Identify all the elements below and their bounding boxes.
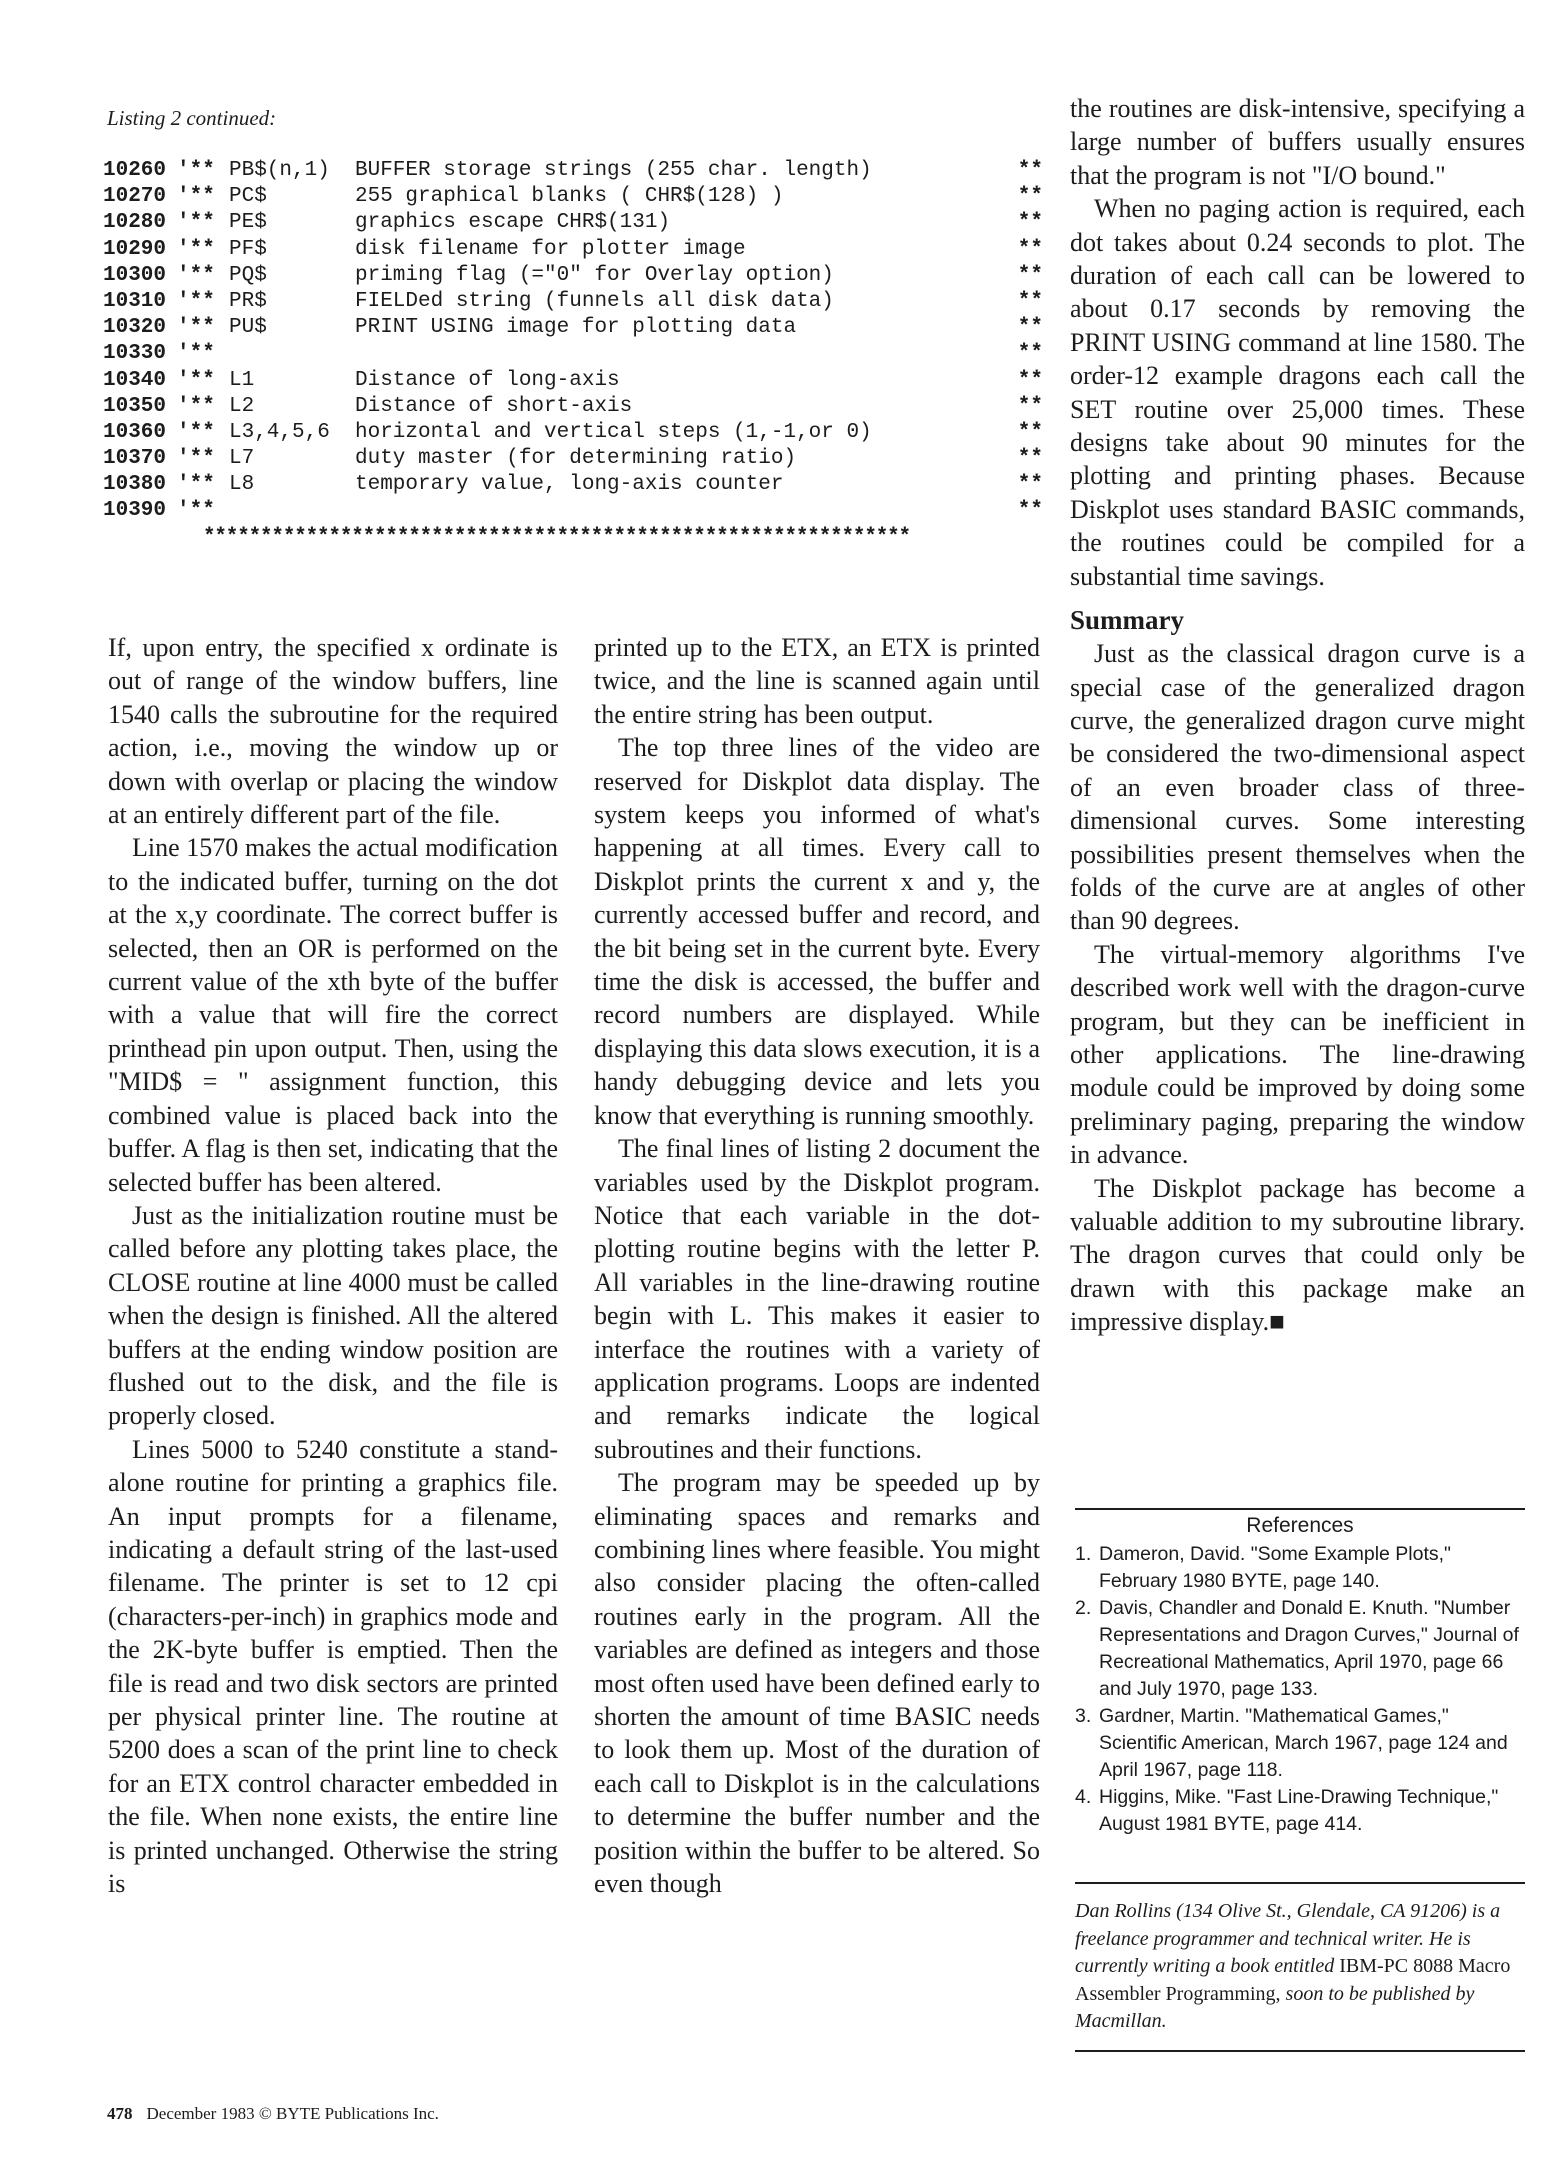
variable-name: PC$ (229, 185, 267, 209)
line-number: 10310 (103, 289, 167, 313)
paragraph: The virtual-memory algorithms I've described work well with the dragon-curve program, but they can be inefficient in other applications. The line-drawing module could be improved by doing some preliminary paging, preparing the window in advance. (1070, 939, 1525, 1170)
author-bio: Dan Rollins (134 Olive St., Glendale, CA 91206) is a freelance programmer and technical writer. He is currently writing a book entitled IBM-PC 8088 Macro Assembler Programming, soon to be published by Macmillan. (1075, 1900, 1511, 2032)
remark-marker: '** (177, 211, 215, 235)
line-number: 10340 (103, 368, 167, 392)
paragraph: The top three lines of the video are reserved for Diskplot data display. The system keeps you informed of what's happening at all times. Every call to Diskplot prints the current x and y, the currently accessed buffer and record, and the bit being set in the current byte. Every time the disk is accessed, the buffer and record numbers are displayed. While displaying this data slows execution, it is a handy debugging device and lets you know that everything is running smoothly. (594, 733, 1040, 1130)
variable-name: PF$ (229, 237, 267, 261)
remark-marker: '** (177, 394, 215, 418)
remark-end-marker: ** (1017, 211, 1043, 235)
reference-item: 3. Gardner, Martin. "Mathematical Games," Scientific American, March 1967, page 124 and April 1967, page 118. (1075, 1705, 1508, 1781)
code-line (103, 263, 1063, 289)
line-number: 10300 (103, 263, 167, 287)
variable-description: graphics escape CHR$(131) (355, 211, 671, 235)
article-column-2 (594, 631, 1040, 1900)
variable-description: disk filename for plotter image (355, 237, 746, 261)
remark-end-marker: ** (1017, 185, 1043, 209)
variable-name: L8 (229, 473, 255, 497)
article-column-1 (108, 631, 558, 1900)
code-line (103, 289, 1063, 315)
remark-marker: '** (177, 420, 215, 444)
paragraph: Just as the classical dragon curve is a special case of the generalized dragon curve, the generalized dragon curve might be considered the two-dimensional aspect of an even broader class of three-dimensional curves. Some interesting possibilities present themselves when the folds of the curve are at angles of other than 90 degrees. (1070, 639, 1525, 936)
variable-description: horizontal and vertical steps (1,-1,or 0) (355, 420, 872, 444)
paragraph: Line 1570 makes the actual modification to the indicated buffer, turning on the dot at the x,y coordinate. The correct buffer is selected, then an OR is performed on the current value of the xth byte of the buffer with a value that will fire the correct printhead pin upon output. Then, using the "MID$ = " assignment function, this combined value is placed back into the buffer. A flag is then set, indicating that the selected buffer has been altered. (108, 833, 558, 1197)
summary-heading: Summary (1070, 605, 1184, 636)
remark-marker: '** (177, 473, 215, 497)
variable-description (355, 498, 995, 524)
remark-marker: '** (177, 368, 215, 392)
paragraph: Just as the initialization routine must be called before any plotting takes place, the CLOSE routine at line 4000 must be called when the design is finished. All the altered buffers at the ending window position are flushed out to the disk, and the file is properly closed. (108, 1200, 558, 1431)
variable-name: L2 (229, 394, 255, 418)
remark-marker: '** (177, 289, 215, 313)
remark-end-marker: ** (1017, 316, 1043, 340)
line-number: 10330 (103, 342, 167, 366)
variable-name: PB$(n,1) (229, 159, 330, 182)
paragraph: When no paging action is required, each dot takes about 0.24 seconds to plot. The duration of each call can be lowered to about 0.17 seconds by removing the PRINT USING command at line 1580. The order-12 example dragons each call the SET routine over 25,000 times. These designs take about 90 minutes for the plotting and printing phases. Because Diskplot uses standard BASIC commands, the routines could be compiled for a substantial time savings. (1070, 194, 1525, 591)
listing-caption: Listing 2 continued: (107, 106, 277, 130)
remark-end-marker: ** (1017, 289, 1043, 313)
variable-description: PRINT USING image for plotting data (355, 316, 797, 340)
line-number: 10270 (103, 185, 167, 209)
code-line (103, 341, 1063, 367)
code-line (103, 498, 1063, 524)
variable-name (229, 498, 355, 524)
line-number: 10350 (103, 394, 167, 418)
code-line (103, 394, 1063, 420)
listing-star-border: ************************************************************** (203, 525, 910, 549)
code-line (103, 184, 1063, 210)
variable-description: FIELDed string (funnels all disk data) (355, 289, 834, 313)
paragraph: The Diskplot package has become a valuable addition to my subroutine library. The dragon curves that could only be drawn with this package make an impressive display.■ (1070, 1173, 1525, 1337)
code-line (103, 368, 1063, 394)
code-line (103, 472, 1063, 498)
remark-marker: '** (177, 185, 215, 209)
remark-end-marker: ** (1017, 473, 1043, 497)
variable-name: PQ$ (229, 263, 267, 287)
references-bottom-rule (1075, 1882, 1525, 1884)
code-line (103, 446, 1063, 472)
paragraph: Lines 5000 to 5240 constitute a stand-alone routine for printing a graphics file. An input prompts for a filename, indicating a default string of the last-used filename. The printer is set to 12 cpi (characters-per-inch) in graphics mode and the 2K-byte buffer is emptied. Then the file is read and two disk sectors are printed per physical printer line. The routine at 5200 does a scan of the print line to check for an ETX control character embedded in the file. When none exists, the entire line is printed unchanged. Otherwise the string is (108, 1434, 558, 1899)
line-number: 10360 (103, 420, 167, 444)
remark-marker: '** (177, 447, 215, 471)
remark-end-marker: ** (1017, 237, 1043, 261)
remark-end-marker: ** (1017, 499, 1043, 523)
variable-name: L1 (229, 368, 255, 392)
variable-description: Distance of short-axis (355, 394, 633, 418)
remark-end-marker: ** (1017, 263, 1043, 287)
reference-item: 4. Higgins, Mike. "Fast Line-Drawing Technique," August 1981 BYTE, page 414. (1075, 1786, 1499, 1835)
code-line (103, 158, 1063, 184)
code-line (103, 315, 1063, 341)
reference-item: 1. Dameron, David. "Some Example Plots," February 1980 BYTE, page 140. (1075, 1543, 1451, 1592)
bio-bottom-rule (1075, 2050, 1525, 2052)
variable-name (229, 341, 355, 367)
paragraph: The final lines of listing 2 document the variables used by the Diskplot program. Notice that each variable in the dot-plotting routine begins with the letter P. All variables in the line-drawing routine begin with L. This makes it easier to interface the routines with a variety of application programs. Loops are indented and remarks indicate the logical subroutines and their functions. (594, 1134, 1040, 1464)
remark-end-marker: ** (1017, 447, 1043, 471)
paragraph: the routines are disk-intensive, specifying a large number of buffers usually ensures that the program is not "I/O bound." (1070, 94, 1525, 190)
remark-marker: '** (177, 499, 215, 523)
variable-description: Distance of long-axis (355, 368, 620, 392)
remark-marker: '** (177, 342, 215, 366)
variable-name: PU$ (229, 316, 267, 340)
variable-name: L7 (229, 447, 255, 471)
references-box (1075, 1512, 1525, 1838)
variable-description: priming flag (="0" for Overlay option) (355, 263, 834, 287)
footer-text: December 1983 © BYTE Publications Inc. (146, 2104, 439, 2123)
references-title: References (1246, 1514, 1354, 1537)
line-number: 10320 (103, 316, 167, 340)
variable-description (355, 341, 995, 367)
paragraph: The program may be speeded up by eliminating spaces and remarks and combining lines where feasible. You might also consider placing the often-called routines early in the program. All the variables are defined as integers and those most often used have been defined early to shorten the amount of time BASIC needs to look them up. Most of the duration of each call to Diskplot is in the calculations to determine the buffer number and the position within the buffer to be altered. So even though (594, 1468, 1040, 1899)
remark-end-marker: ** (1017, 420, 1043, 444)
paragraph: printed up to the ETX, an ETX is printed twice, and the line is scanned again until the entire string has been output. (594, 633, 1040, 729)
variable-description: BUFFER storage strings (255 char. length) (355, 159, 872, 182)
variable-description: 255 graphical blanks ( CHR$(128) ) (355, 185, 784, 209)
paragraph: If, upon entry, the specified x ordinate is out of range of the window buffers, line 1540 calls the subroutine for the required action, i.e., moving the window up or down with overlap or placing the window at an entirely different part of the file. (108, 633, 558, 830)
code-line (103, 210, 1063, 236)
variable-description: duty master (for determining ratio) (355, 447, 797, 471)
page-footer (107, 2104, 439, 2124)
line-number: 10380 (103, 473, 167, 497)
remark-end-marker: ** (1017, 342, 1043, 366)
remark-marker: '** (177, 316, 215, 340)
variable-description: temporary value, long-axis counter (355, 473, 784, 497)
remark-marker: '** (177, 159, 215, 182)
variable-name: PE$ (229, 211, 267, 235)
code-line (103, 237, 1063, 263)
variable-name: PR$ (229, 289, 267, 313)
variable-name: L3,4,5,6 (229, 420, 330, 444)
page-number: 478 (107, 2104, 133, 2123)
remark-end-marker: ** (1017, 368, 1043, 392)
line-number: 10390 (103, 499, 167, 523)
remark-end-marker: ** (1017, 159, 1043, 182)
line-number: 10290 (103, 237, 167, 261)
book-title: IBM-PC 8088 Macro Assembler Programming, (1075, 1955, 1511, 2005)
remark-marker: '** (177, 263, 215, 287)
line-number: 10370 (103, 447, 167, 471)
reference-item: 2. Davis, Chandler and Donald E. Knuth. "Number Representations and Dragon Curves," Journal of Recreational Mathematics, April 1970, page 66 and July 1970, page 133. (1075, 1597, 1519, 1700)
article-column-3 (1070, 92, 1525, 1339)
line-number: 10260 (103, 159, 167, 182)
references-top-rule (1075, 1508, 1525, 1510)
line-number: 10280 (103, 211, 167, 235)
remark-end-marker: ** (1017, 394, 1043, 418)
code-listing (103, 158, 1063, 551)
code-line (103, 420, 1063, 446)
remark-marker: '** (177, 237, 215, 261)
